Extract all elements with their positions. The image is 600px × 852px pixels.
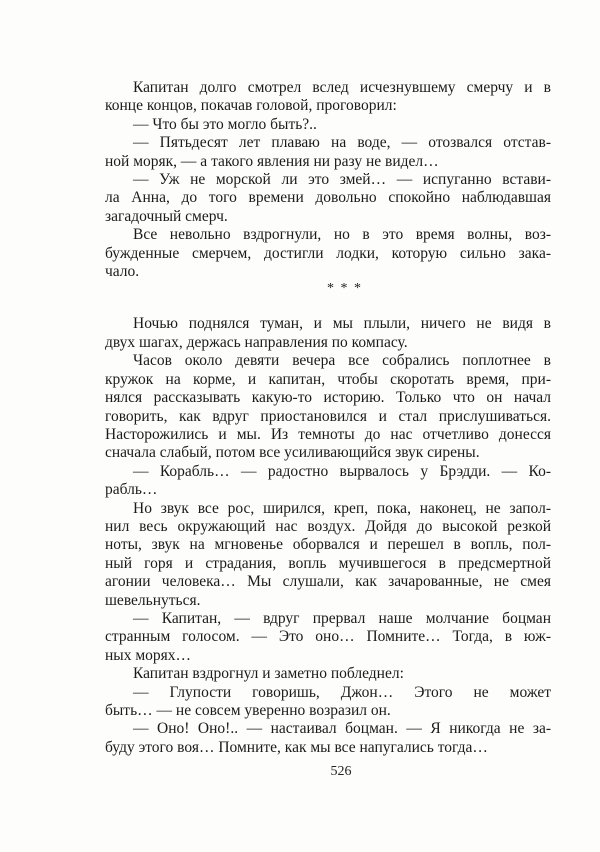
text-line: быть… — не совсем уверенно возразил он. (105, 702, 391, 719)
text-line: двух шагах, держась направления по компасу. (105, 333, 408, 351)
text-line: ла Анна, до того времени довольно спокойно наблюдавшая (105, 189, 551, 207)
text-line: буду этого воя… Помните, как мы все напугались тогда… (105, 738, 488, 756)
text-line: странным голосом. — Это оно… Помните… Тогда, в юж- (105, 628, 551, 646)
text-line: загадочный смерч. (105, 207, 228, 225)
text-line: нил весь окружающий нас воздух. Дойдя до высокой резкой (105, 517, 551, 535)
text-line: рабль… (105, 481, 158, 499)
text-line: — Корабль… — радостно вырвалось у Брэдди. — Ко- (133, 462, 551, 480)
text-line: бужденные смерчем, достигли лодки, которую сильно зака- (105, 244, 551, 262)
text-line: ный горя и страдания, вопль мучившегося в предсмертной (105, 554, 551, 572)
text-line: нялся рассказывать какую-то историю. Только что он начал (105, 389, 551, 407)
page-number: 526 (330, 764, 352, 779)
text-block (105, 79, 551, 757)
text-line: говорить, как вдруг приостановился и стал прислушиваться. (105, 407, 551, 425)
text-line: Часов около девяти вечера все собрались поплотнее в (133, 352, 551, 370)
text-line: Но звук все рос, ширился, креп, пока, наконец, не запол- (133, 499, 551, 517)
text-line: ных морях… (105, 646, 192, 664)
text-line: чало. (105, 263, 140, 281)
text-line: ноты, звук на мгновенье оборвался и перешел в вопль, пол- (105, 536, 551, 554)
text-line: Насторожились и мы. Из темноты до нас отчетливо донесся (105, 425, 551, 443)
text-line: агонии человека… Мы слушали, как зачарованные, не смея (105, 573, 551, 591)
text-line: шевельнуться. (105, 591, 201, 609)
text-line: — Уж не морской ли это змей… — испуганно встави- (133, 171, 551, 189)
text-line: — Глупости говоришь, Джон… Этого не может (133, 683, 551, 701)
text-line: сначала слабый, потом все усиливающийся звук сирены. (105, 444, 480, 462)
text-line: Капитан долго смотрел вслед исчезнувшему смерчу и в (133, 79, 551, 96)
text-line: Все невольно вздрогнули, но в это время волны, воз- (133, 226, 551, 244)
text-line: конце концов, покачав головой, проговорил: (105, 97, 397, 115)
text-line: ной моряк, — а такого явления ни разу не видел… (105, 152, 439, 170)
text-line: Ночью поднялся туман, и мы плыли, ничего не видя в (133, 315, 551, 333)
text-line: — Капитан, — вдруг прервал наше молчание боцман (133, 609, 551, 627)
text-line: Капитан вздрогнул и заметно побледнел: (133, 665, 404, 683)
section-separator: * * * (327, 281, 361, 297)
text-line: кружок на корме, и капитан, чтобы скоротать время, при- (105, 370, 551, 388)
text-line: — Оно! Оно!.. — настаивал боцман. — Я никогда не за- (133, 720, 551, 738)
text-line: — Что бы это могло быть?.. (133, 115, 317, 133)
text-line: — Пятьдесят лет плаваю на воде, — отозвался отстав- (133, 134, 551, 152)
